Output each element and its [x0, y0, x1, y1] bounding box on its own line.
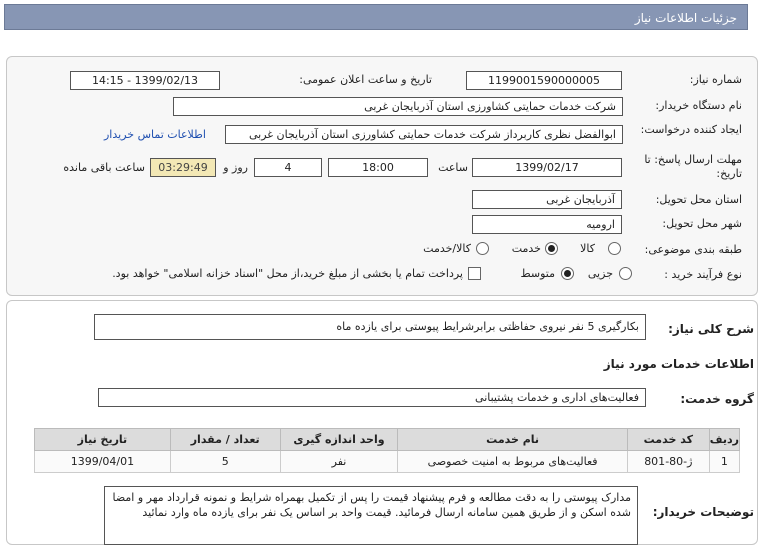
deadline-time-label: ساعت [438, 161, 468, 174]
page-header [4, 4, 748, 30]
service-group-field: فعالیت‌های اداری و خدمات پشتیبانی [98, 388, 646, 407]
table-cell: 1399/04/01 [35, 451, 171, 473]
city-field: ارومیه [472, 215, 622, 234]
days-field: 4 [254, 158, 322, 177]
column-header: ردیف [709, 429, 739, 451]
buyer-notes-label: توضیحات خریدار: [652, 505, 754, 519]
table-cell: نفر [280, 451, 398, 473]
summary-field: بکارگیری 5 نفر نیروی حفاظتی برابرشرایط پیوستی برای یازده ماه [94, 314, 646, 340]
services-section-title: اطلاعات خدمات مورد نیاز [603, 357, 754, 371]
category-option-goods-service: کالا/خدمت [423, 242, 471, 255]
process-radio-minor[interactable] [619, 267, 632, 280]
service-group-label: گروه خدمت: [680, 392, 754, 406]
city-label: شهر محل تحویل: [662, 217, 742, 230]
remaining-time-label: ساعت باقی مانده [63, 161, 145, 174]
buyer-org-field: شرکت خدمات حمایتی کشاورزی استان آذربایجان غربی [173, 97, 623, 116]
creator-label: ایجاد کننده درخواست: [640, 123, 742, 136]
category-option-service: خدمت [511, 242, 541, 255]
column-header: کد خدمت [627, 429, 709, 451]
process-radio-medium[interactable] [561, 267, 574, 280]
days-label: روز و [223, 161, 248, 174]
category-radio-goods-service[interactable] [476, 242, 489, 255]
deadline-time-field: 18:00 [328, 158, 428, 177]
announce-datetime-label: تاریخ و ساعت اعلان عمومی: [299, 73, 432, 86]
process-option-minor: جزیی [587, 267, 613, 280]
services-table [34, 428, 740, 473]
need-number-field: 1199001590000005 [466, 71, 622, 90]
creator-field: ابوالفضل نظری کاربرداز شرکت خدمات حمایتی کشاورزی استان آذربایجان غربی [225, 125, 623, 144]
column-header: تعداد / مقدار [170, 429, 280, 451]
table-row [35, 451, 740, 473]
need-number-label: شماره نیاز: [689, 73, 742, 86]
deadline-date-field: 1399/02/17 [472, 158, 622, 177]
category-radio-goods[interactable] [608, 242, 621, 255]
process-option-medium: متوسط [520, 267, 555, 280]
remaining-time-field: 03:29:49 [150, 158, 216, 177]
announce-datetime-field: 1399/02/13 - 14:15 [70, 71, 220, 90]
page-title: جزئیات اطلاعات نیاز [634, 11, 737, 25]
table-cell: فعالیت‌های مربوط به امنیت خصوصی [398, 451, 628, 473]
category-label: طبقه بندی موضوعی: [644, 243, 742, 256]
table-header-row [35, 429, 740, 451]
summary-label: شرح کلی نیاز: [668, 322, 754, 336]
table-cell: ژ-80-801 [627, 451, 709, 473]
province-field: آذربایجان غربی [472, 190, 622, 209]
column-header: نام خدمت [398, 429, 628, 451]
table-cell: 5 [170, 451, 280, 473]
deadline-label: مهلت ارسال پاسخ: تا تاریخ: [644, 153, 742, 180]
province-label: استان محل تحویل: [655, 193, 742, 206]
treasury-payment-note: پرداخت تمام یا بخشی از مبلغ خرید،از محل "اسناد خزانه اسلامی" خواهد بود. [112, 267, 463, 280]
column-header: تاریخ نیاز [35, 429, 171, 451]
column-header: واحد اندازه گیری [280, 429, 398, 451]
category-option-goods: کالا [580, 242, 595, 255]
treasury-payment-checkbox[interactable] [468, 267, 481, 280]
buyer-org-label: نام دستگاه خریدار: [655, 99, 742, 112]
buyer-contact-link[interactable]: اطلاعات تماس خریدار [104, 128, 206, 141]
table-cell: 1 [709, 451, 739, 473]
category-radio-service[interactable] [545, 242, 558, 255]
buyer-notes-field: مدارک پیوستی را به دقت مطالعه و فرم پیشنهاد قیمت را پس از تکمیل بهمراه شرایط و نمونه قرارداد مهر و امضا شده اسکن و از طریق همین سامانه ارسال فرمائید. قیمت واحد بر اساس یک نفر برای یازده ماه وارد نمائید [104, 486, 638, 545]
process-label: نوع فرآیند خرید : [664, 268, 742, 281]
